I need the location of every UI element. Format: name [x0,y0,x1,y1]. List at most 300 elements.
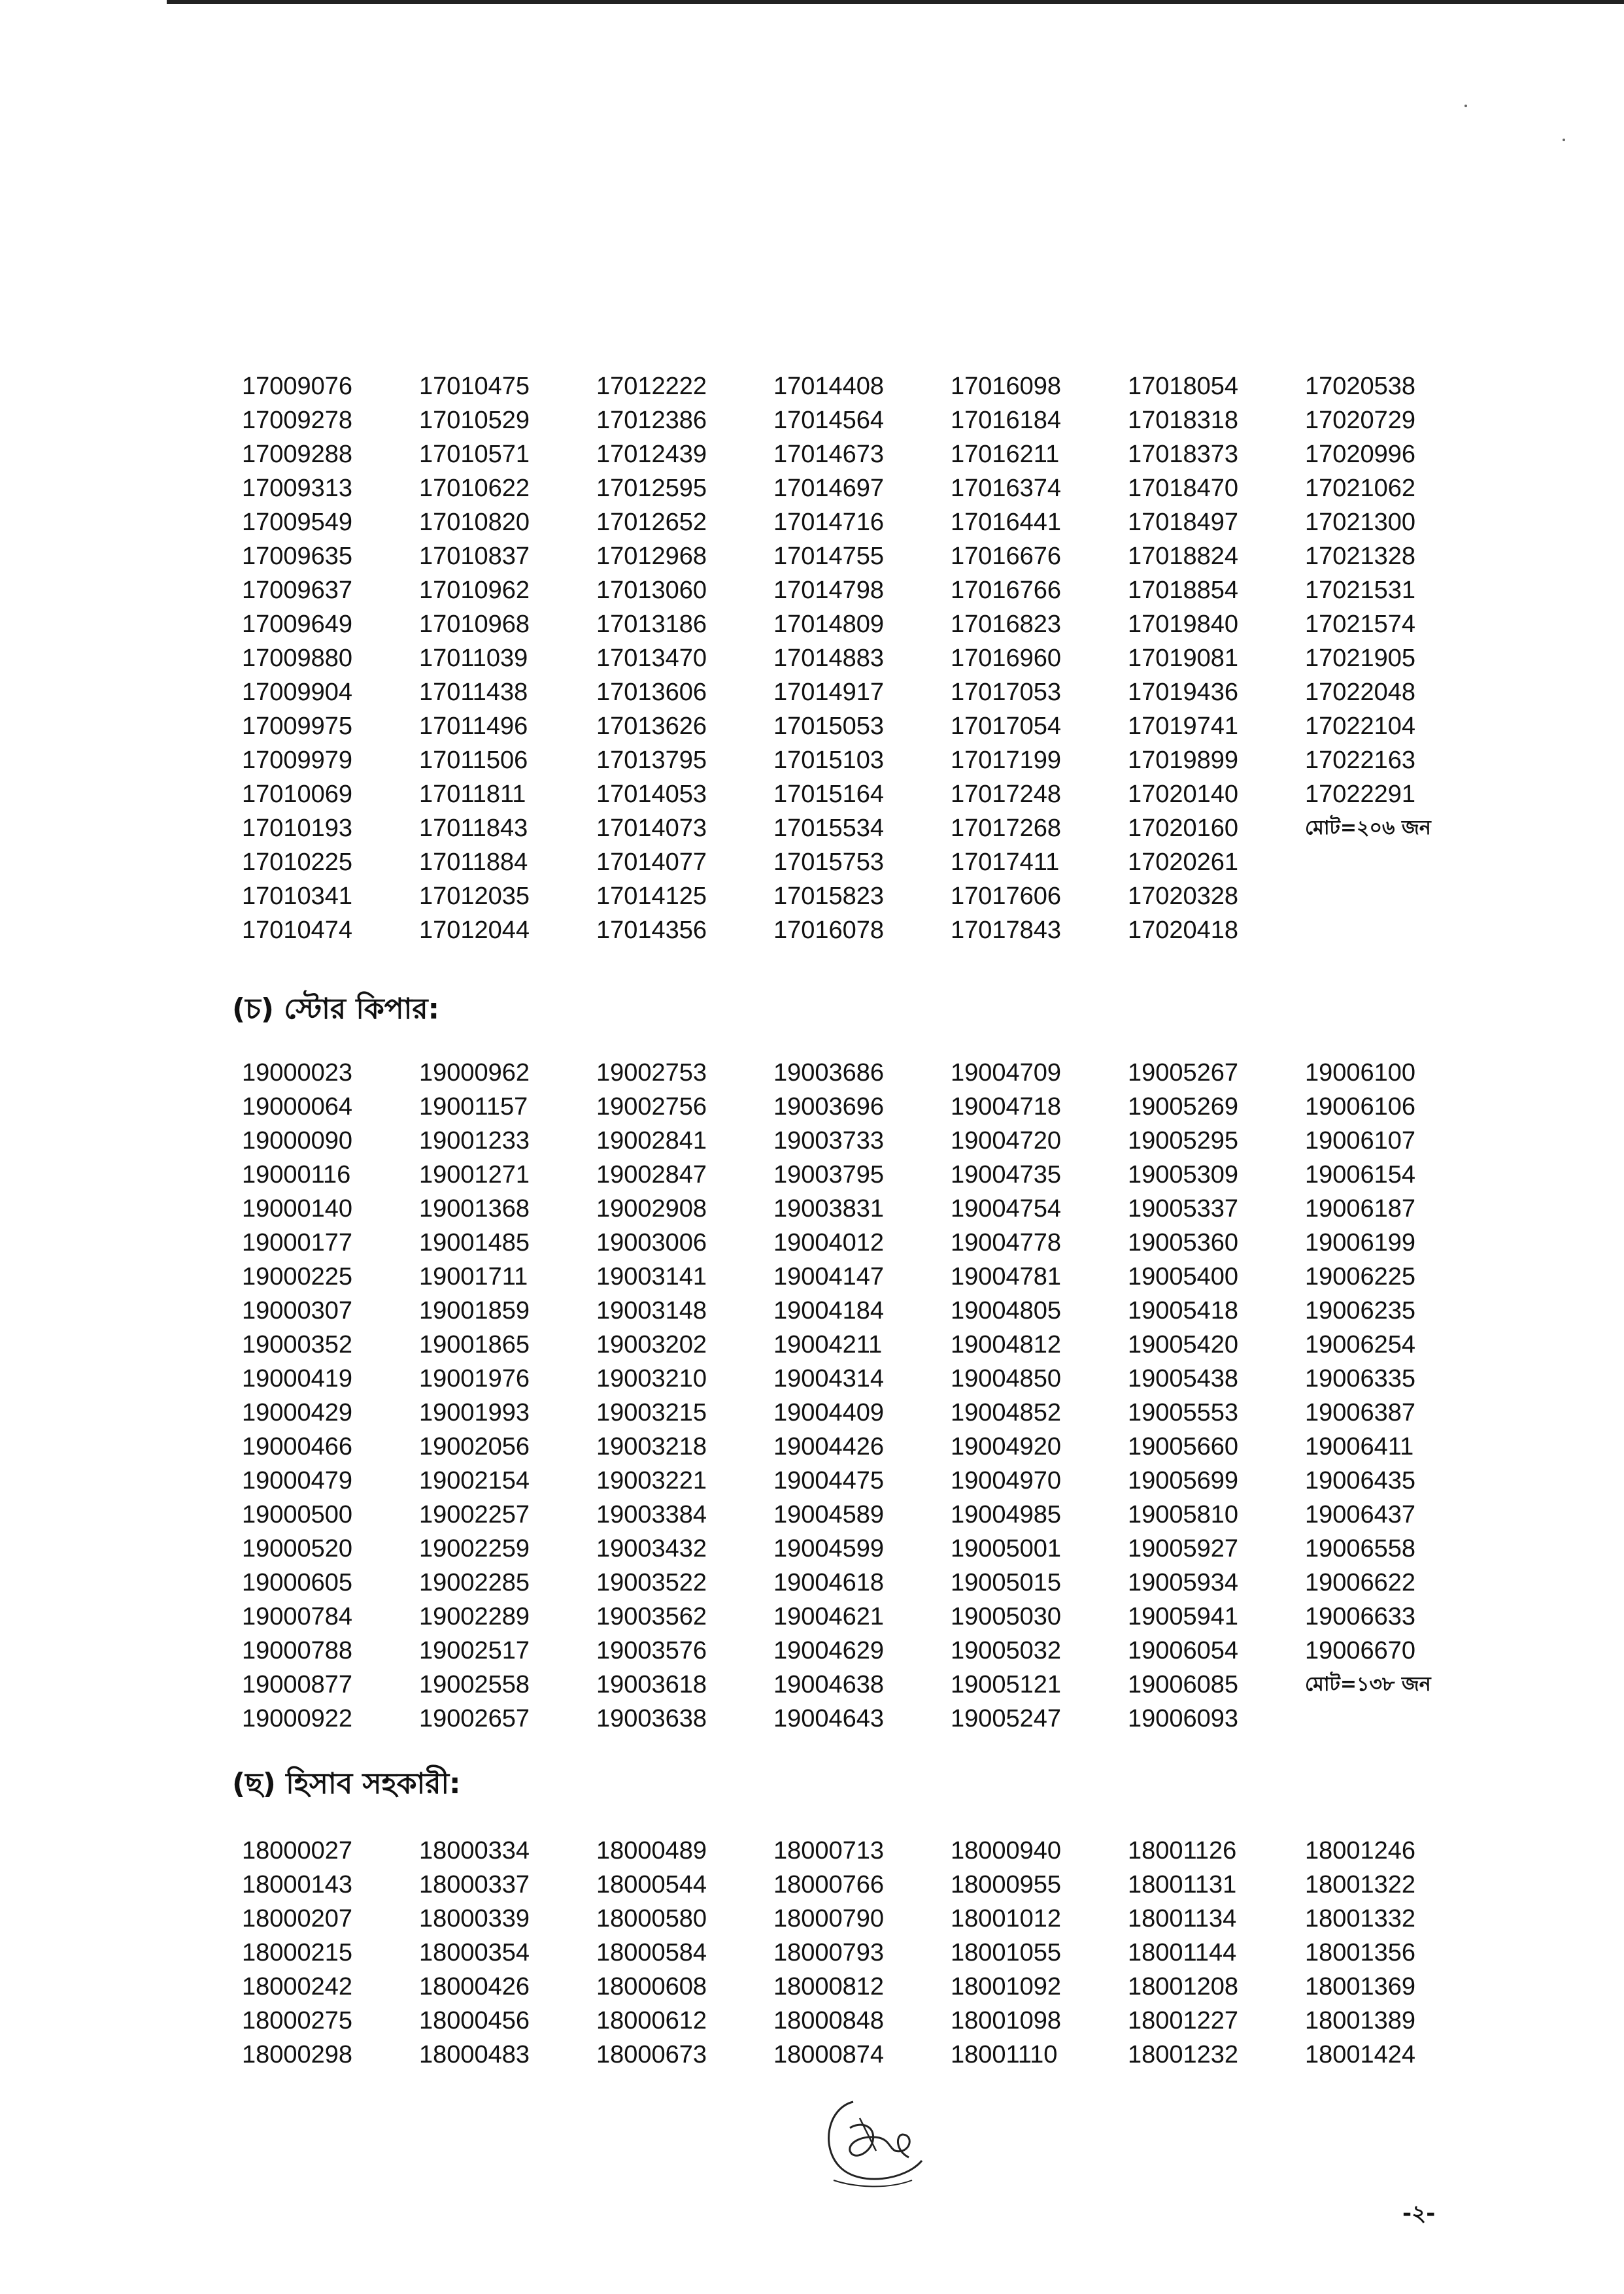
roll-number-cell: 19003562 [596,1603,707,1630]
roll-number-cell: 19004012 [773,1229,885,1257]
roll-number-cell: 19004409 [773,1399,885,1426]
roll-number-cell: 19002289 [419,1603,530,1630]
roll-number-cell: 19004618 [773,1569,885,1596]
roll-number-cell: 19003141 [596,1263,707,1290]
roll-number-cell: 17009549 [242,509,353,536]
roll-number-cell: 19004599 [773,1535,885,1562]
roll-number-cell: 19004643 [773,1705,885,1732]
top-border-rule [167,0,1624,4]
roll-number-cell: 18001092 [951,1973,1062,2000]
roll-number-cell: 17009649 [242,611,353,638]
roll-number-cell: 19000877 [242,1671,353,1698]
roll-number-cell: 19002257 [419,1501,530,1528]
roll-number-cell: 17015103 [773,747,885,774]
roll-number-cell: 18000584 [596,1939,707,1966]
roll-number-cell: 19000177 [242,1229,353,1257]
roll-number-table-accounts-assistant [242,1834,1497,2072]
roll-number-cell: 18001055 [951,1939,1062,1966]
roll-number-cell: 17014755 [773,543,885,570]
roll-number-cell: 19003384 [596,1501,707,1528]
roll-number-cell: 17015534 [773,815,885,842]
roll-number-cell: 19001993 [419,1399,530,1426]
roll-number-cell: 17014809 [773,611,885,638]
roll-number-cell: 19005267 [1128,1059,1239,1087]
roll-number-cell: 19000064 [242,1093,353,1121]
roll-number-cell: 19004920 [951,1433,1062,1460]
roll-number-cell: 17021531 [1305,577,1416,604]
roll-number-cell: 19004638 [773,1671,885,1698]
roll-number-cell: 19004970 [951,1467,1062,1494]
roll-number-cell: 19005810 [1128,1501,1239,1528]
roll-number-cell: 17010475 [419,373,530,400]
roll-number-cell: 19005660 [1128,1433,1239,1460]
roll-number-cell: 17014697 [773,475,885,502]
roll-number-cell: 19002154 [419,1467,530,1494]
roll-number-cell: 19003006 [596,1229,707,1257]
roll-number-cell: 18000275 [242,2007,353,2034]
roll-number-cell: 17012968 [596,543,707,570]
roll-number-cell: 17022163 [1305,747,1416,774]
roll-number-cell: 18000215 [242,1939,353,1966]
roll-number-cell: 17016823 [951,611,1062,638]
roll-number-cell: 19006411 [1305,1433,1414,1460]
roll-number-cell: 18000242 [242,1973,353,2000]
roll-number-cell: 19006225 [1305,1263,1416,1290]
roll-number-cell: 17010820 [419,509,530,536]
roll-number-cell: 18000207 [242,1905,353,1932]
roll-number-cell: 17020538 [1305,373,1416,400]
roll-number-cell: 19000090 [242,1127,353,1155]
roll-number-cell: 19003218 [596,1433,707,1460]
roll-number-cell: 17016766 [951,577,1062,604]
roll-number-cell: 17010225 [242,849,353,876]
roll-number-cell: 19006093 [1128,1705,1239,1732]
roll-number-cell: 18000874 [773,2041,885,2068]
roll-number-cell: 18001110 [951,2041,1058,2068]
roll-number-cell: 19004852 [951,1399,1062,1426]
roll-number-cell: 17010341 [242,883,353,910]
roll-number-cell: 17011884 [419,849,528,876]
roll-number-cell: 17019081 [1128,645,1239,672]
roll-number-cell: 18001144 [1128,1939,1237,1966]
roll-number-cell: 17018054 [1128,373,1239,400]
roll-number-cell: 18000713 [773,1837,885,1864]
roll-number-cell: 19005438 [1128,1365,1239,1392]
roll-number-cell: 17017268 [951,815,1062,842]
roll-number-cell: 17015164 [773,781,885,808]
roll-number-cell: 19005418 [1128,1297,1239,1324]
roll-number-cell: 17011039 [419,645,528,672]
roll-number-cell: 19005337 [1128,1195,1239,1223]
roll-number-cell: 18000339 [419,1905,530,1932]
roll-number-cell: 18001227 [1128,2007,1239,2034]
roll-number-cell: 19001865 [419,1331,530,1358]
roll-number-cell: 19000922 [242,1705,353,1732]
roll-number-cell: 17009979 [242,747,353,774]
roll-number-cell: 17012044 [419,917,530,944]
section-heading-store-keeper: (চ) স্টোর কিপার: [232,992,440,1026]
roll-number-cell: 19003210 [596,1365,707,1392]
roll-number-cell: 18000337 [419,1871,530,1898]
roll-number-cell: 19000784 [242,1603,353,1630]
roll-number-cell: 19004778 [951,1229,1062,1257]
roll-number-cell: 17018318 [1128,407,1239,434]
roll-number-cell: 17010962 [419,577,530,604]
roll-number-cell: 17014564 [773,407,885,434]
roll-number-cell: 17010069 [242,781,353,808]
roll-number-cell: 18001232 [1128,2041,1239,2068]
roll-number-cell: 19006558 [1305,1535,1416,1562]
roll-number-cell: 17011438 [419,679,528,706]
roll-number-cell: 19005121 [951,1671,1062,1698]
roll-number-cell: 17017053 [951,679,1062,706]
roll-number-cell: 17014798 [773,577,885,604]
roll-number-cell: 18000848 [773,2007,885,2034]
roll-number-cell: 19002558 [419,1671,530,1698]
roll-number-cell: 19006235 [1305,1297,1416,1324]
roll-number-cell: 18000027 [242,1837,353,1864]
roll-number-cell: 17016374 [951,475,1062,502]
roll-number-cell: 17009076 [242,373,353,400]
roll-number-cell: 19005400 [1128,1263,1239,1290]
roll-number-cell: 18000426 [419,1973,530,2000]
signature-image [814,2089,945,2193]
roll-number-cell: 18001098 [951,2007,1062,2034]
scan-speck [1563,139,1565,141]
roll-number-cell: 17018470 [1128,475,1239,502]
roll-number-cell: 18000673 [596,2041,707,2068]
roll-number-cell: 19005420 [1128,1331,1239,1358]
roll-number-cell: 19003733 [773,1127,885,1155]
roll-number-cell: 19006254 [1305,1331,1416,1358]
roll-number-cell: 17022291 [1305,781,1416,808]
roll-number-cell: 19000429 [242,1399,353,1426]
roll-number-cell: 19004184 [773,1297,885,1324]
roll-number-cell: 19002259 [419,1535,530,1562]
roll-number-cell: 18000766 [773,1871,885,1898]
roll-number-cell: 17021062 [1305,475,1416,502]
roll-number-cell: 19000352 [242,1331,353,1358]
roll-number-cell: 17013626 [596,713,707,740]
roll-number-cell: 18001246 [1305,1837,1416,1864]
roll-number-cell: 19003576 [596,1637,707,1664]
roll-number-cell: 17010571 [419,441,530,468]
roll-number-cell: 17016184 [951,407,1062,434]
roll-number-cell: 17012652 [596,509,707,536]
roll-number-cell: 19005553 [1128,1399,1239,1426]
roll-number-cell: 18001322 [1305,1871,1416,1898]
roll-number-cell: 17013606 [596,679,707,706]
roll-number-cell: 17015753 [773,849,885,876]
roll-number-cell: 17016960 [951,645,1062,672]
roll-number-cell: 17014125 [596,883,707,910]
roll-number-cell: 17018373 [1128,441,1239,468]
roll-number-cell: 17010622 [419,475,530,502]
roll-number-cell: 17020729 [1305,407,1416,434]
roll-number-cell: 17012439 [596,441,707,468]
roll-number-cell: 17014883 [773,645,885,672]
roll-number-cell: 17009904 [242,679,353,706]
roll-number-cell: 17016441 [951,509,1062,536]
roll-number-cell: 17014077 [596,849,707,876]
roll-number-cell: 17010529 [419,407,530,434]
roll-number-cell: 17013186 [596,611,707,638]
roll-number-cell: 19001233 [419,1127,530,1155]
roll-number-cell: 17017843 [951,917,1062,944]
roll-number-cell: 19002841 [596,1127,707,1155]
roll-number-cell: 19004812 [951,1331,1062,1358]
roll-number-cell: 17021574 [1305,611,1416,638]
roll-number-cell: 19006387 [1305,1399,1416,1426]
roll-number-cell: 19004475 [773,1467,885,1494]
roll-number-cell: 19005295 [1128,1127,1239,1155]
roll-number-cell: 19004805 [951,1297,1062,1324]
roll-number-cell: 19002753 [596,1059,707,1087]
roll-number-cell: 17015053 [773,713,885,740]
roll-number-cell: 19004621 [773,1603,885,1630]
roll-number-cell: 19002756 [596,1093,707,1121]
roll-number-cell: 19006085 [1128,1671,1239,1698]
roll-number-cell: 17017606 [951,883,1062,910]
roll-number-cell: 19003432 [596,1535,707,1562]
roll-number-cell: 18000298 [242,2041,353,2068]
roll-number-cell: 17019840 [1128,611,1239,638]
roll-number-cell: 17016676 [951,543,1062,570]
roll-number-cell: 19006154 [1305,1161,1416,1189]
roll-number-cell: 18001424 [1305,2041,1416,2068]
roll-number-cell: 17010193 [242,815,353,842]
roll-number-cell: 17020160 [1128,815,1239,842]
roll-number-cell: 17022048 [1305,679,1416,706]
roll-number-cell: 17015823 [773,883,885,910]
roll-number-cell: 19001711 [419,1263,528,1290]
roll-number-cell: 17016098 [951,373,1062,400]
roll-number-cell: 17009313 [242,475,353,502]
roll-number-cell: 17009635 [242,543,353,570]
roll-number-cell: 19002056 [419,1433,530,1460]
roll-number-cell: 19001485 [419,1229,530,1257]
roll-number-cell: 19006335 [1305,1365,1416,1392]
roll-number-cell: 18000793 [773,1939,885,1966]
roll-number-cell: 18000955 [951,1871,1062,1898]
roll-number-cell: 17011811 [419,781,526,808]
empty-cell [1305,1702,1482,1736]
roll-number-cell: 19004426 [773,1433,885,1460]
roll-number-cell: 19004314 [773,1365,885,1392]
roll-number-cell: 19005247 [951,1705,1062,1732]
roll-number-cell: 19004985 [951,1501,1062,1528]
roll-number-cell: 18000489 [596,1837,707,1864]
roll-number-cell: 18001134 [1128,1905,1237,1932]
roll-number-cell: 19002657 [419,1705,530,1732]
roll-number-cell: 18001126 [1128,1837,1237,1864]
roll-number-cell: 17020328 [1128,883,1239,910]
roll-number-cell: 17009637 [242,577,353,604]
roll-number-cell: 18000608 [596,1973,707,2000]
roll-number-cell: 19003215 [596,1399,707,1426]
roll-number-cell: 19004589 [773,1501,885,1528]
scan-speck [1464,105,1467,107]
roll-number-cell: 19006106 [1305,1093,1416,1121]
roll-number-cell: 17009975 [242,713,353,740]
roll-number-cell: 19003686 [773,1059,885,1087]
roll-number-cell: 19005030 [951,1603,1062,1630]
roll-number-cell: 19006107 [1305,1127,1416,1155]
roll-number-cell: 17012035 [419,883,530,910]
roll-number-cell: 17020418 [1128,917,1239,944]
roll-number-cell: 17020261 [1128,849,1239,876]
roll-number-cell: 17011496 [419,713,528,740]
roll-number-cell: 19006187 [1305,1195,1416,1223]
roll-number-cell: 17021328 [1305,543,1416,570]
roll-number-cell: 17014716 [773,509,885,536]
roll-number-cell: 19003638 [596,1705,707,1732]
roll-number-cell: 19000023 [242,1059,353,1087]
roll-number-cell: 17010837 [419,543,530,570]
roll-number-cell: 18001012 [951,1905,1062,1932]
roll-number-cell: 19004754 [951,1195,1062,1223]
roll-number-cell: 19005360 [1128,1229,1239,1257]
roll-number-cell: 18000483 [419,2041,530,2068]
roll-number-cell: 17012595 [596,475,707,502]
roll-number-cell: 19004211 [773,1331,883,1358]
roll-number-cell: 17022104 [1305,713,1416,740]
total-count-note: মোট=২০৬ জন [1305,817,1431,839]
roll-number-cell: 17011843 [419,815,528,842]
empty-cell [1305,845,1482,879]
roll-number-cell: 19001157 [419,1093,528,1121]
roll-number-cell: 19005269 [1128,1093,1239,1121]
roll-number-cell: 19006435 [1305,1467,1416,1494]
roll-number-cell: 18001356 [1305,1939,1416,1966]
roll-number-cell: 17010474 [242,917,353,944]
roll-number-cell: 19003831 [773,1195,885,1223]
roll-number-cell: 19004709 [951,1059,1062,1087]
roll-number-cell: 19001859 [419,1297,530,1324]
roll-number-cell: 19003696 [773,1093,885,1121]
roll-number-cell: 17017054 [951,713,1062,740]
roll-number-cell: 19000116 [242,1161,351,1189]
roll-number-cell: 19003522 [596,1569,707,1596]
roll-number-cell: 19004718 [951,1093,1062,1121]
roll-number-cell: 19005934 [1128,1569,1239,1596]
roll-number-table-section-e [242,369,1497,947]
roll-number-cell: 17013060 [596,577,707,604]
roll-number-cell: 17014917 [773,679,885,706]
roll-number-cell: 19006670 [1305,1637,1416,1664]
roll-number-cell: 17013795 [596,747,707,774]
roll-number-cell: 19002517 [419,1637,530,1664]
roll-number-cell: 19003618 [596,1671,707,1698]
roll-number-cell: 18000612 [596,2007,707,2034]
roll-number-cell: 19004735 [951,1161,1062,1189]
roll-number-cell: 19000520 [242,1535,353,1562]
roll-number-cell: 18001369 [1305,1973,1416,2000]
roll-number-cell: 18001389 [1305,2007,1416,2034]
roll-number-cell: 19000479 [242,1467,353,1494]
roll-number-cell: 17017411 [951,849,1060,876]
roll-number-cell: 17014673 [773,441,885,468]
roll-number-cell: 18000812 [773,1973,885,2000]
roll-number-cell: 17014073 [596,815,707,842]
roll-number-cell: 18000143 [242,1871,353,1898]
roll-number-cell: 18001131 [1128,1871,1237,1898]
roll-number-cell: 19003221 [596,1467,707,1494]
roll-number-cell: 17019741 [1128,713,1239,740]
roll-number-cell: 17014356 [596,917,707,944]
roll-number-cell: 19001271 [419,1161,530,1189]
roll-number-cell: 19000140 [242,1195,353,1223]
roll-number-cell: 17018824 [1128,543,1239,570]
roll-number-cell: 18000544 [596,1871,707,1898]
roll-number-cell: 19000307 [242,1297,353,1324]
roll-number-cell: 19000419 [242,1365,353,1392]
page-number: -২- [1402,2201,1436,2227]
roll-number-cell: 17012386 [596,407,707,434]
roll-number-cell: 19000788 [242,1637,353,1664]
roll-number-cell: 19003202 [596,1331,707,1358]
roll-number-cell: 17017199 [951,747,1062,774]
roll-number-cell: 17018497 [1128,509,1239,536]
roll-number-cell: 17016078 [773,917,885,944]
roll-number-cell: 19006199 [1305,1229,1416,1257]
roll-number-cell: 18001332 [1305,1905,1416,1932]
roll-number-cell: 17012222 [596,373,707,400]
roll-number-cell: 19005032 [951,1637,1062,1664]
roll-number-cell: 19005015 [951,1569,1062,1596]
roll-number-cell: 19005001 [951,1535,1062,1562]
roll-number-cell: 19003795 [773,1161,885,1189]
roll-number-cell: 19006633 [1305,1603,1416,1630]
roll-number-cell: 19004629 [773,1637,885,1664]
roll-number-cell: 19006054 [1128,1637,1239,1664]
roll-number-cell: 17019436 [1128,679,1239,706]
roll-number-cell: 19003148 [596,1297,707,1324]
section-heading-accounts-assistant: (ছ) হিসাব সহকারী: [232,1767,461,1800]
roll-number-cell: 19005699 [1128,1467,1239,1494]
roll-number-cell: 19005309 [1128,1161,1239,1189]
roll-number-cell: 17013470 [596,645,707,672]
roll-number-cell: 17009288 [242,441,353,468]
roll-number-cell: 19004781 [951,1263,1062,1290]
roll-number-cell: 19001976 [419,1365,530,1392]
roll-number-cell: 17019899 [1128,747,1239,774]
roll-number-cell: 19001368 [419,1195,530,1223]
roll-number-cell: 19002285 [419,1569,530,1596]
roll-number-cell: 19000500 [242,1501,353,1528]
roll-number-cell: 19000605 [242,1569,353,1596]
roll-number-table-store-keeper [242,1056,1497,1736]
roll-number-cell: 19004850 [951,1365,1062,1392]
roll-number-cell: 17021905 [1305,645,1416,672]
roll-number-cell: 19005927 [1128,1535,1239,1562]
roll-number-cell: 19005941 [1128,1603,1239,1630]
roll-number-cell: 19000466 [242,1433,353,1460]
roll-number-cell: 19006622 [1305,1569,1416,1596]
roll-number-cell: 18000354 [419,1939,530,1966]
roll-number-cell: 17017248 [951,781,1062,808]
roll-number-cell: 18000790 [773,1905,885,1932]
roll-number-cell: 17016211 [951,441,1060,468]
roll-number-cell: 17010968 [419,611,530,638]
roll-number-cell: 17021300 [1305,509,1416,536]
total-count-note: মোট=১৩৮ জন [1305,1673,1431,1696]
roll-number-cell: 19000225 [242,1263,353,1290]
roll-number-cell: 17009880 [242,645,353,672]
empty-cell [1305,913,1482,947]
roll-number-cell: 18001208 [1128,1973,1239,2000]
roll-number-cell: 18000580 [596,1905,707,1932]
